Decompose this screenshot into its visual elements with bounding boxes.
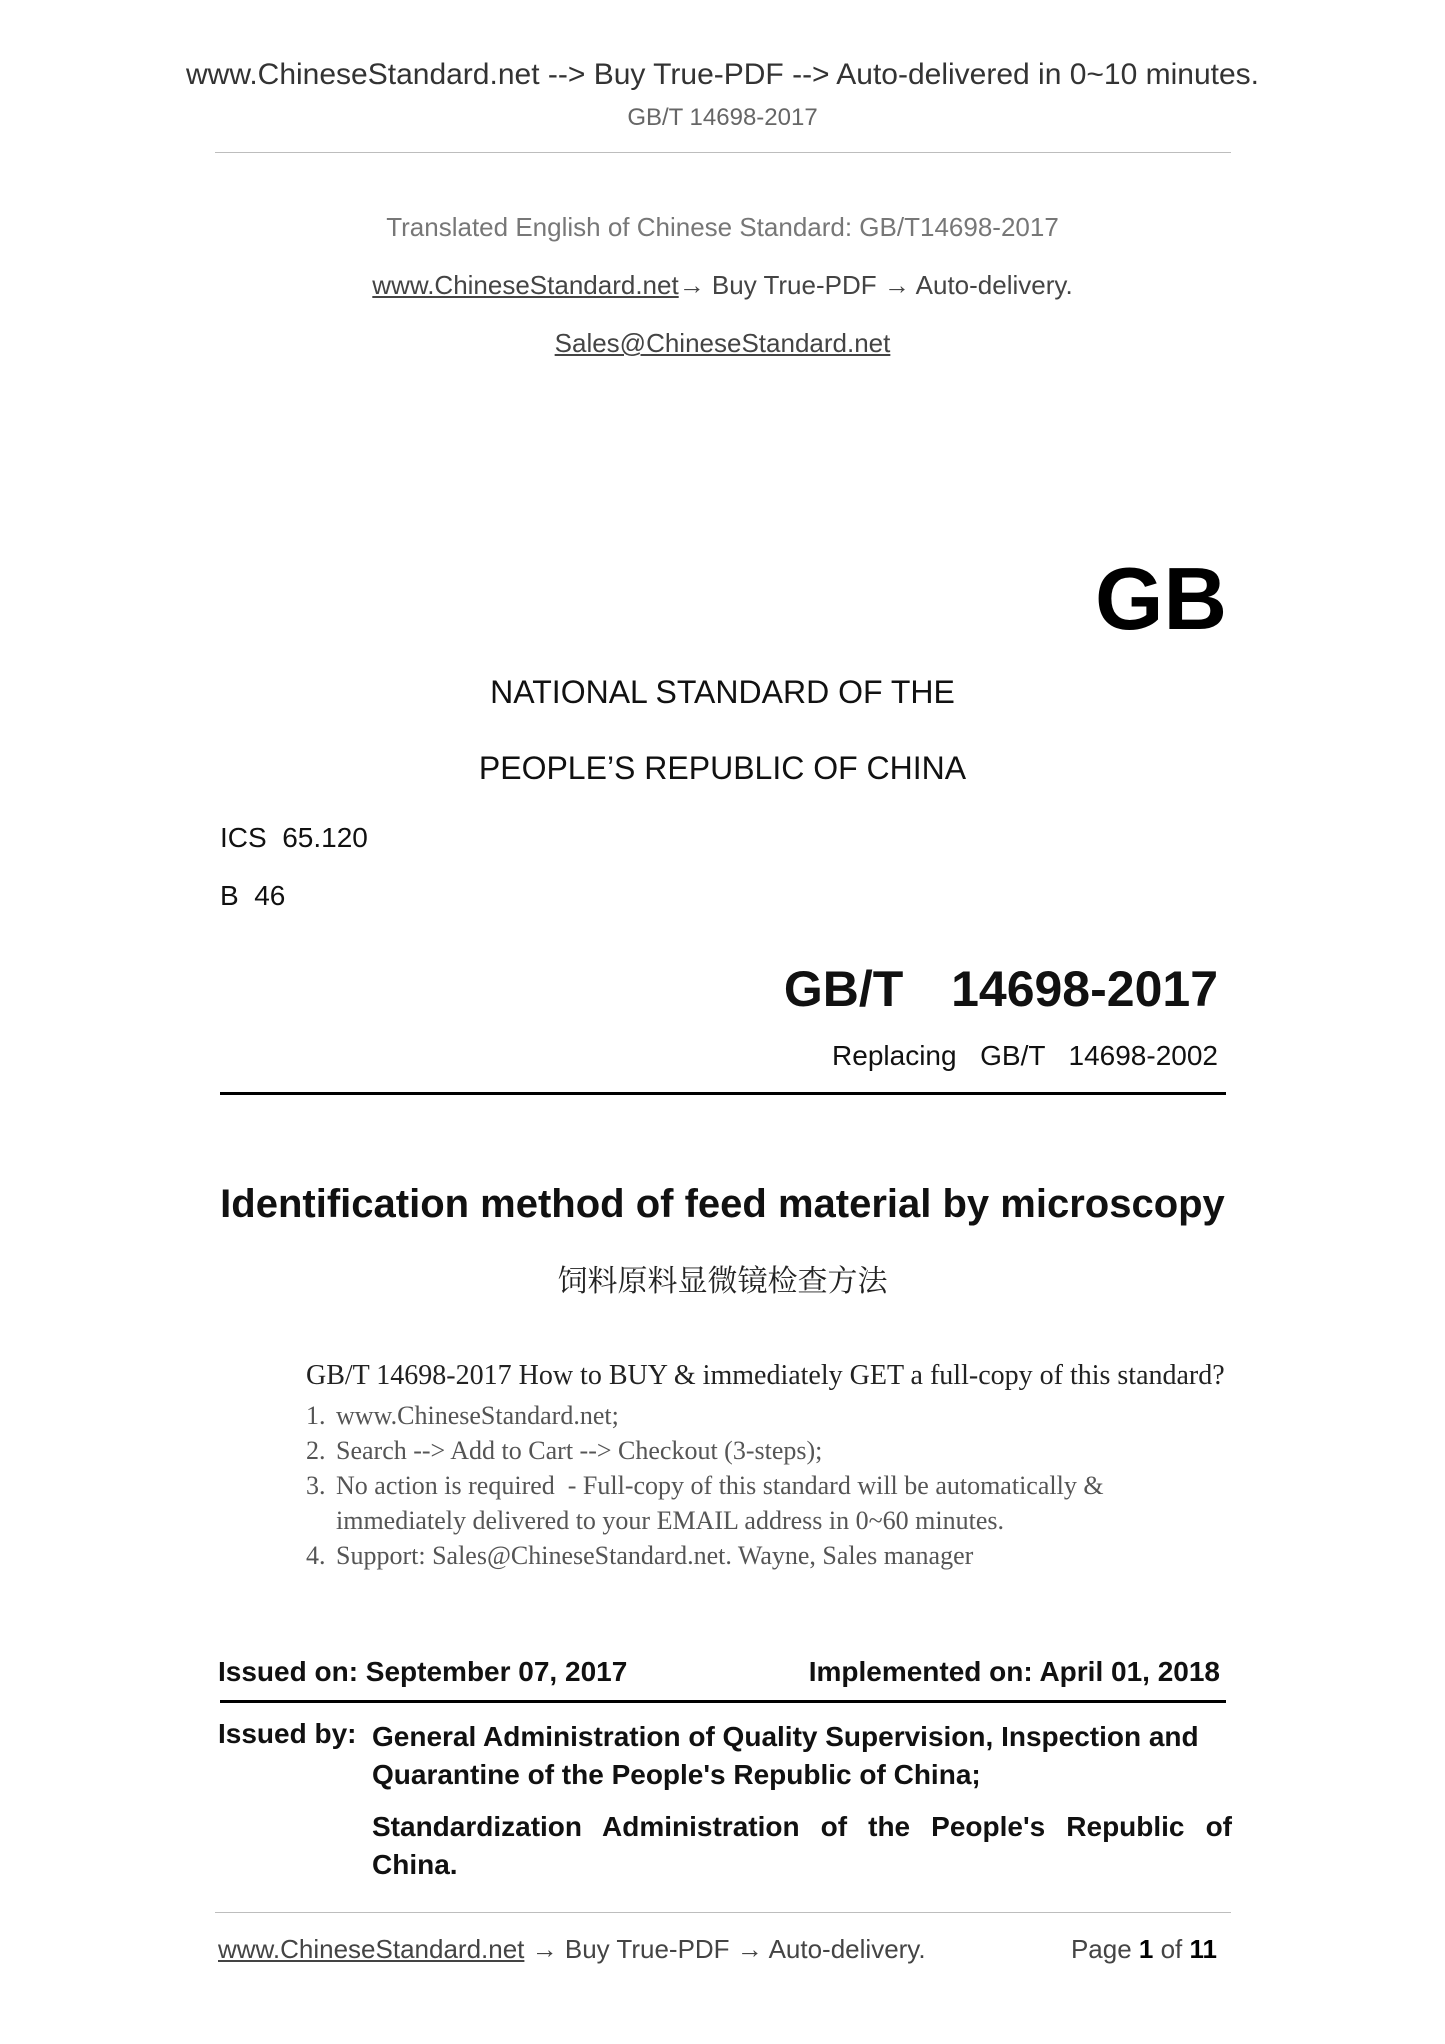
buy-step: 1. www.ChineseStandard.net; (306, 1401, 619, 1430)
header-divider (215, 152, 1231, 153)
translation-email-line (0, 328, 1445, 359)
buy-step: 4. Support: Sales@ChineseStandard.net. Wayne, Sales manager (306, 1541, 974, 1570)
title-divider (220, 1092, 1226, 1095)
site-link[interactable]: www.ChineseStandard.net (372, 270, 679, 300)
dates-divider (220, 1700, 1226, 1703)
buy-instructions (306, 1360, 1236, 1573)
issued-on-date: Issued on: September 07, 2017 (218, 1656, 628, 1687)
document-title-chinese: 饲料原料显微镜检查方法 (557, 1264, 888, 1299)
site-link-suffix: → Buy True-PDF → Auto-delivery. (678, 270, 1073, 300)
total-pages: 11 (1189, 1934, 1217, 1964)
header-standard-code: GB/T 14698-2017 (627, 104, 818, 131)
national-standard-line2: PEOPLE’S REPUBLIC OF CHINA (478, 750, 967, 786)
footer-divider (215, 1912, 1231, 1913)
footer-site-line (218, 1934, 926, 1965)
buy-heading: GB/T 14698-2017 How to BUY & immediately GET a full-copy of this standard? (306, 1360, 1225, 1391)
footer-site-suffix: → Buy True-PDF → Auto-delivery. (524, 1934, 926, 1964)
implemented-on-date: Implemented on: April 01, 2018 (808, 1656, 1220, 1687)
email-link[interactable]: Sales@ChineseStandard.net (554, 328, 891, 358)
translation-title: Translated English of Chinese Standard: GB/T14698-2017 (386, 212, 1059, 242)
buy-step: 3. No action is required - Full-copy of this standard will be automatically & (306, 1471, 1104, 1500)
issuer-aqsiq: General Administration of Quality Supervision, Inspection and Quarantine of the People's Republic of China; (372, 1721, 1199, 1790)
document-title: Identification method of feed material by microscopy (220, 1182, 1225, 1226)
issuer-sac: Standardization Administration of the People's Republic of China. (372, 1811, 1232, 1880)
page-indicator: Page 1 of 11 (1070, 1934, 1217, 1964)
ccs-code: B 46 (220, 880, 286, 911)
buy-step: 2. Search --> Add to Cart --> Checkout (3-steps); (306, 1436, 823, 1465)
ics-code: ICS 65.120 (220, 822, 368, 853)
gb-mark: GB (1095, 549, 1227, 648)
replacing-standard: Replacing GB/T 14698-2002 (832, 1040, 1218, 1071)
standard-number: GB/T 14698-2017 (783, 961, 1218, 1017)
translation-site-line (0, 270, 1445, 301)
footer-site-link[interactable]: www.ChineseStandard.net (218, 1934, 525, 1964)
issued-by-label: Issued by: (218, 1718, 357, 1749)
current-page: 1 (1138, 1934, 1154, 1964)
header-banner: www.ChineseStandard.net --> Buy True-PDF --> Auto-delivered in 0~10 minutes. (185, 58, 1260, 91)
buy-step-continuation: immediately delivered to your EMAIL address in 0~60 minutes. (336, 1506, 1005, 1535)
national-standard-line1: NATIONAL STANDARD OF THE (490, 674, 955, 710)
